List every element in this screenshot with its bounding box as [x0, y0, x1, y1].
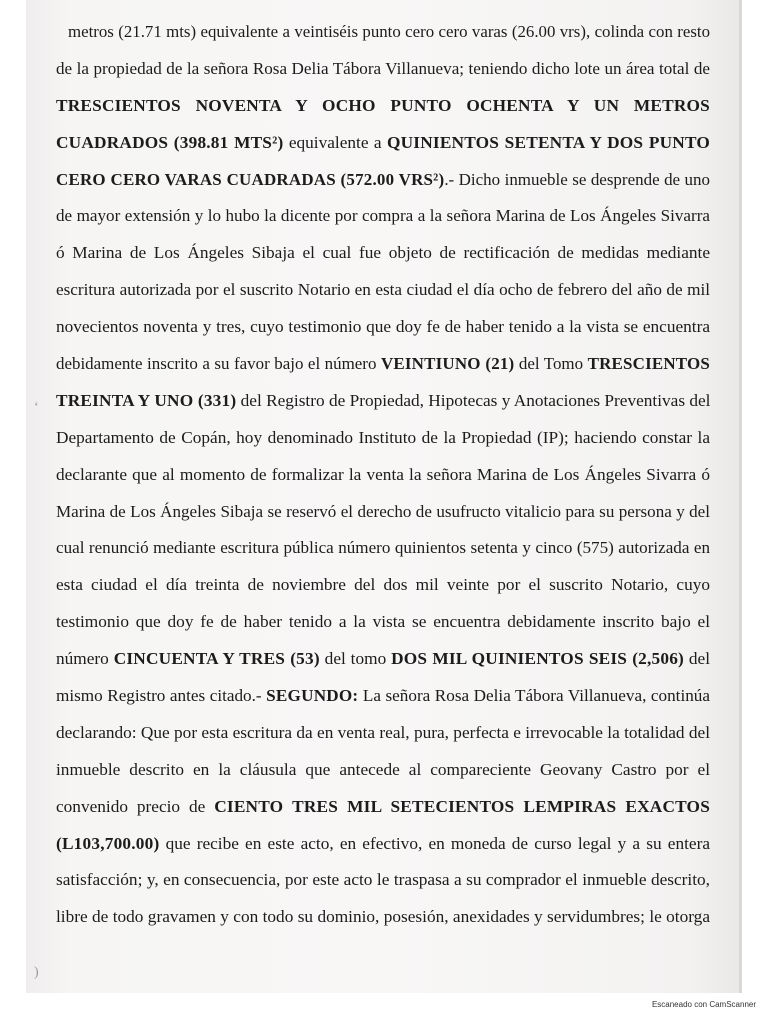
text-run: novecientos noventa y tres, cuyo testimonio que doy fe de haber tenido a la vista se encuentra [56, 317, 710, 337]
bold-text: CIENTO TRES MIL SETECIENTOS LEMPIRAS EXACTOS [214, 796, 711, 816]
text-line [56, 166, 710, 203]
text-line [56, 608, 710, 645]
text-line [56, 903, 710, 940]
text-line [56, 498, 710, 535]
text-line [56, 202, 710, 239]
document-body [56, 18, 710, 940]
bold-text: CINCUENTA Y TRES (53) [113, 649, 320, 669]
text-run: equivalente a [283, 132, 387, 152]
text-line [56, 645, 710, 682]
text-line [56, 92, 710, 129]
text-run: del [684, 649, 711, 669]
text-line [56, 387, 710, 424]
text-run: número [56, 649, 114, 669]
text-run: testimonio que doy fe de haber tenido a la vista se encuentra debidamente inscrito bajo el [56, 612, 710, 632]
text-run: de mayor extensión y lo hubo la dicente por compra a la señora Marina de Los Ángeles Sivarra [56, 206, 710, 226]
text-line [56, 18, 710, 55]
text-line [56, 793, 710, 830]
text-run: inmueble descrito en la cláusula que antecede al compareciente Geovany Castro por el [56, 759, 710, 779]
bold-text: QUINIENTOS SETENTA Y DOS PUNTO [386, 132, 711, 152]
text-line [56, 830, 710, 867]
text-run: libre de todo gravamen y con todo su dominio, posesión, anexidades y servidumbres; le otorga [56, 907, 710, 927]
text-line [56, 424, 710, 461]
text-run: Marina de Los Ángeles Sibaja se reservó el derecho de usufructo vitalicio para su persona y del [56, 501, 710, 521]
text-line [56, 534, 710, 571]
text-line [56, 350, 710, 387]
bold-text: (L103,700.00) [56, 833, 160, 853]
text-run: declarando: Que por esta escritura da en venta real, pura, perfecta e irrevocable la totalidad del [56, 722, 710, 742]
text-run: mismo Registro antes citado.- [56, 686, 267, 706]
text-run: .- Dicho inmueble se desprende de uno [444, 169, 711, 189]
bold-text: SEGUNDO: [266, 686, 359, 706]
bold-text: VEINTIUNO (21) [380, 354, 515, 374]
bold-text: DOS MIL QUINIENTOS SEIS (2,506) [391, 649, 684, 669]
text-line [56, 571, 710, 608]
text-line [56, 756, 710, 793]
text-line [56, 129, 710, 166]
bold-text: TREINTA Y UNO (331) [56, 390, 237, 410]
bold-text: TRESCIENTOS NOVENTA Y OCHO PUNTO OCHENTA Y UN METROS [56, 95, 710, 115]
text-line [56, 866, 710, 903]
page-edge-shadow [739, 0, 742, 993]
text-run: metros (21.71 mts) equivalente a veintiséis punto cero cero varas (26.00 vrs), colinda con resto [68, 22, 710, 41]
text-run: que recibe en este acto, en efectivo, en moneda de curso legal y a su entera [159, 833, 710, 853]
text-run: escritura autorizada por el suscrito Notario en esta ciudad el día ocho de febrero del año de mil [56, 280, 710, 300]
bold-text: CUADRADOS (398.81 MTS²) [56, 132, 284, 152]
text-run: satisfacción; y, en consecuencia, por este acto le traspasa a su comprador el inmueble descrito, [56, 870, 710, 890]
text-run: de la propiedad de la señora Rosa Delia Tábora Villanueva; teniendo dicho lote un área total de [56, 58, 710, 78]
text-line [56, 276, 710, 313]
text-line [56, 55, 710, 92]
bold-text: CERO CERO VARAS CUADRADAS (572.00 VRS²) [56, 169, 445, 189]
text-run: cual renunció mediante escritura pública número quinientos setenta y cinco (575) autorizada en [56, 538, 710, 558]
text-run: del Tomo [514, 354, 588, 374]
text-run: debidamente inscrito a su favor bajo el número [56, 354, 381, 374]
text-line [56, 461, 710, 498]
text-run: del Registro de Propiedad, Hipotecas y Anotaciones Preventivas del [236, 390, 711, 410]
text-line [56, 719, 710, 756]
text-run: declarante que al momento de formalizar la venta la señora Marina de Los Ángeles Sivarra ó [56, 464, 710, 484]
text-line [56, 682, 710, 719]
text-run: ó Marina de Los Ángeles Sibaja el cual fue objeto de rectificación de medidas mediante [56, 243, 710, 263]
text-line [56, 313, 710, 350]
text-run: Departamento de Copán, hoy denominado Instituto de la Propiedad (IP); haciendo constar la [56, 427, 710, 447]
bold-text: TRESCIENTOS [587, 354, 710, 374]
text-run: esta ciudad el día treinta de noviembre del dos mil veinte por el suscrito Notario, cuyo [56, 575, 710, 595]
margin-mark: ) [34, 965, 39, 980]
text-line [56, 239, 710, 276]
text-run: La señora Rosa Delia Tábora Villanueva, continúa [358, 686, 710, 706]
scanner-watermark: Escaneado con CamScanner [651, 1000, 756, 1009]
margin-mark: ‘ [34, 400, 39, 415]
text-run: del tomo [319, 649, 392, 669]
scanned-page [26, 0, 742, 993]
text-run: convenido precio de [56, 796, 215, 816]
